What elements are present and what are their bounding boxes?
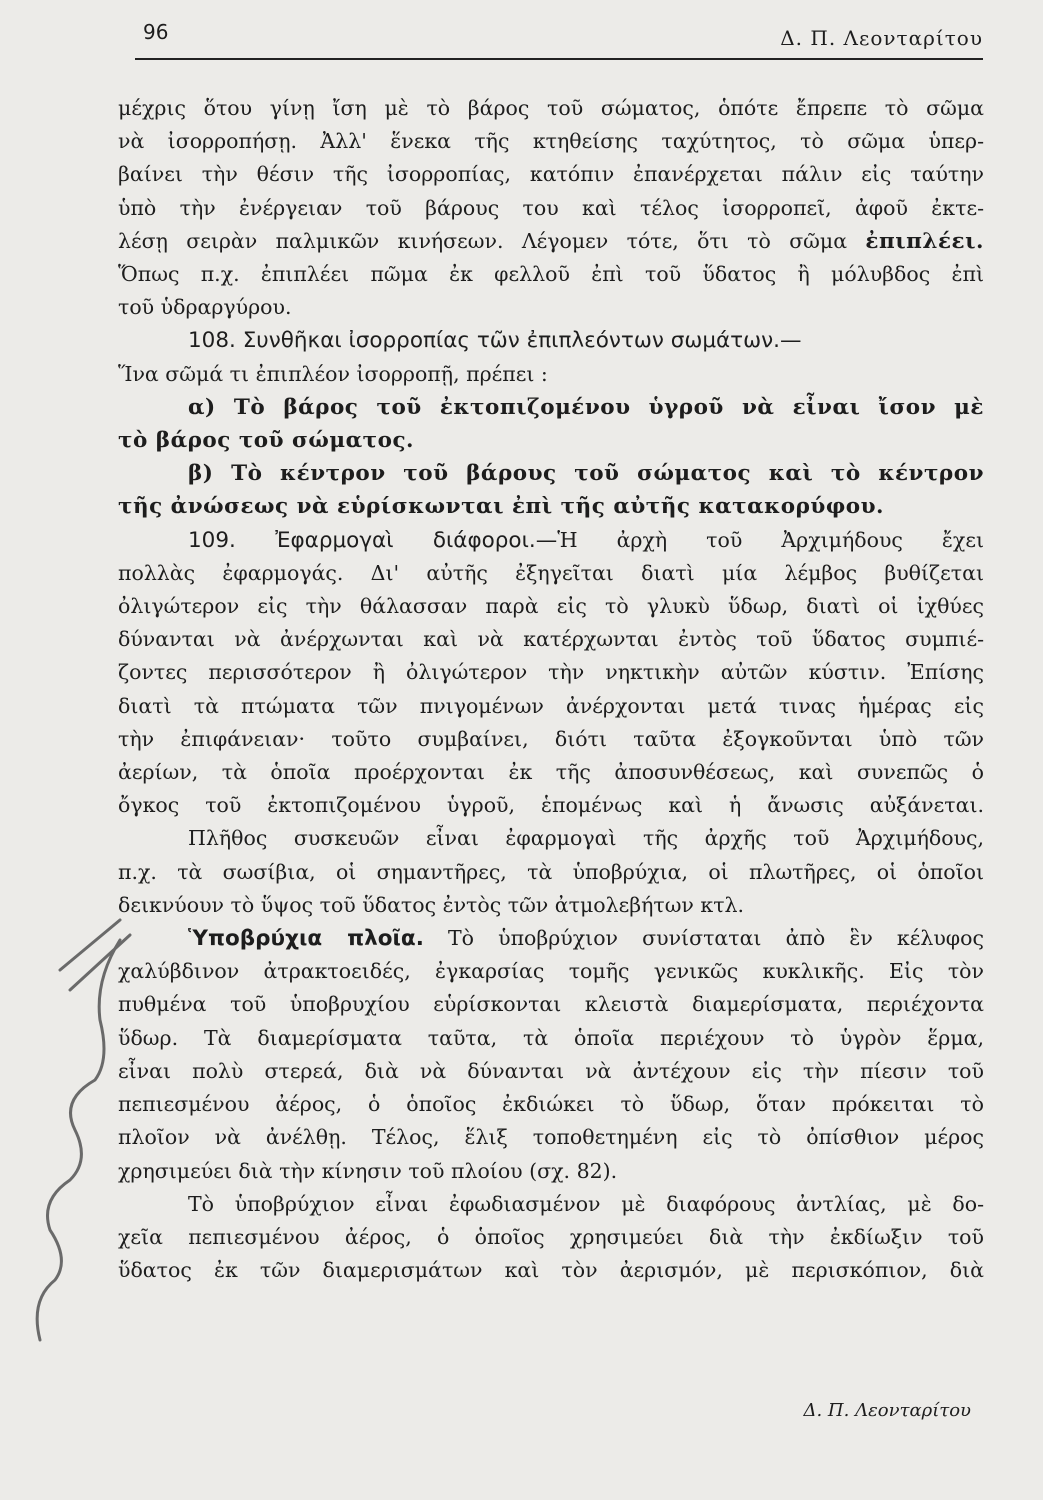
text-line: χεῖα πεπιεσμένου ἀέρος, ὁ ὁποῖος χρησιμεύει διὰ τὴν ἐκδίωξιν τοῦ (118, 1224, 984, 1249)
text-line: ἀερίων, τὰ ὁποῖα προέρχονται ἐκ τῆς ἀποσυνθέσεως, καὶ συνεπῶς ὁ (118, 760, 984, 785)
emphasis-term: ἐπιπλέει. (865, 228, 984, 254)
condition-b: β) Τὸ κέντρον τοῦ βάρους τοῦ σώματος καὶ τὸ κέντρον (188, 461, 984, 487)
text-line: τὴν ἐπιφάνειαν· τοῦτο συμβαίνει, διότι ταῦτα ἐξογκοῦνται ὑπὸ τῶν (118, 726, 984, 751)
condition-a-cont: τὸ βάρος τοῦ σώματος. (118, 428, 415, 454)
text-line: διατὶ τὰ πτώματα τῶν πνιγομένων ἀνέρχονται μετά τινας ἡμέρας εἰς (118, 693, 984, 718)
running-head: Δ. Π. Λεονταρίτου (780, 26, 983, 50)
text-line: πυθμένα τοῦ ὑποβρυχίου εὑρίσκονται κλειστὰ διαμερίσματα, περιέχοντα (118, 992, 984, 1017)
text-line: ὕδωρ. Τὰ διαμερίσματα ταῦτα, τὰ ὁποῖα περιέχουν τὸ ὑγρὸν ἕρμα, (118, 1025, 984, 1050)
section-heading-submarines: Ὑποβρύχια πλοῖα. (188, 926, 424, 952)
text-line: ζοντες περισσότερον ἢ ὀλιγώτερον τὴν νηκτικὴν αὐτῶν κύστιν. Ἐπίσης (118, 660, 984, 685)
text-line: πλοῖον νὰ ἀνέλθῃ. Τέλος, ἕλιξ τοποθετημένη εἰς τὸ ὀπίσθιον μέρος (118, 1125, 984, 1150)
text-line: Ὅπως π.χ. ἐπιπλέει πῶμα ἐκ φελλοῦ ἐπὶ τοῦ ὕδατος ἢ μόλυβδος ἐπὶ (118, 262, 984, 287)
text-line: Πλῆθος συσκευῶν εἶναι ἐφαρμογαὶ τῆς ἀρχῆς τοῦ Ἀρχιμήδους, (188, 826, 984, 851)
section-heading-109: 109. Ἐφαρμογαὶ διάφοροι.— (188, 527, 558, 553)
text-line: τοῦ ὑδραργύρου. (118, 295, 292, 320)
text-line: ὕδατος ἐκ τῶν διαμερισμάτων καὶ τὸν ἀερισμόν, μὲ περισκόπιον, διὰ (118, 1258, 984, 1283)
text-line: πολλὰς ἐφαρμογάς. Δι' αὐτῆς ἐξηγεῖται διατὶ μία λέμβος βυθίζεται (118, 560, 984, 585)
text-line: βαίνει τὴν θέσιν τῆς ἰσορροπίας, κατόπιν ἐπανέρχεται πάλιν εἰς ταύτην (118, 162, 984, 187)
text-line: π.χ. τὰ σωσίβια, οἱ σημαντῆρες, τὰ ὑποβρύχια, οἱ πλωτῆρες, οἱ ὁποῖοι (118, 859, 984, 884)
page-number: 96 (143, 20, 169, 44)
text-line: πεπιεσμένου ἀέρος, ὁ ὁποῖος ἐκδιώκει τὸ ὕδωρ, ὅταν πρόκειται τὸ (118, 1092, 984, 1117)
text-line: Ἵνα σῶμά τι ἐπιπλέον ἰσορροπῇ, πρέπει : (118, 361, 548, 386)
condition-b-cont: τῆς ἀνώσεως νὰ εὑρίσκωνται ἐπὶ τῆς αὐτῆς κατακορύφου. (118, 494, 885, 520)
text-line: δεικνύουν τὸ ὕψος τοῦ ὕδατος ἐντὸς τῶν ἀτμολεβήτων κτλ. (118, 892, 745, 917)
page-header (135, 18, 983, 60)
pencil-scribble-icon (0, 900, 140, 1360)
text-line (118, 524, 984, 557)
text-line: χρησιμεύει διὰ τὴν κίνησιν τοῦ πλοίου (σχ. 82). (118, 1158, 618, 1183)
text-line: ὀλιγώτερον εἰς τὴν θάλασσαν παρὰ εἰς τὸ γλυκὺ ὕδωρ, διατὶ οἱ ἰχθύες (118, 594, 984, 619)
text-run: Ἡ ἀρχὴ τοῦ Ἀρχιμήδους ἔχει (557, 527, 984, 552)
footer-author: Δ. Π. Λεονταρίτου (803, 1400, 971, 1421)
text-line: νὰ ἰσορροπήσῃ. Ἀλλ' ἕνεκα τῆς κτηθείσης ταχύτητος, τὸ σῶμα ὑπερ- (118, 129, 984, 154)
condition-a: α) Τὸ βάρος τοῦ ἐκτοπιζομένου ὑγροῦ νὰ εἶναι ἴσον μὲ (188, 394, 984, 420)
text-line (118, 225, 984, 258)
text-line: ὄγκος τοῦ ἐκτοπιζομένου ὑγροῦ, ἑπομένως καὶ ἡ ἄνωσις αὐξάνεται. (118, 793, 984, 818)
text-line: δύνανται νὰ ἀνέρχωνται καὶ νὰ κατέρχωνται ἐντὸς τοῦ ὕδατος συμπιέ- (118, 627, 984, 652)
text-line: μέχρις ὅτου γίνῃ ἴση μὲ τὸ βάρος τοῦ σώματος, ὁπότε ἔπρεπε τὸ σῶμα (118, 96, 984, 120)
text-run: Τὸ ὑποβρύχιον συνίσταται ἀπὸ ἓν κέλυφος (447, 926, 984, 951)
text-line: χαλύβδινον ἀτρακτοειδές, ἐγκαρσίας τομῆς γενικῶς κυκλικῆς. Εἰς τὸν (118, 959, 984, 984)
text-run: λέσῃ σειρὰν παλμικῶν κινήσεων. Λέγομεν τότε, ὅτι τὸ σῶμα (118, 228, 848, 253)
text-line (118, 922, 984, 955)
section-heading-108: 108. Συνθῆκαι ἰσορροπίας τῶν ἐπιπλεόντων σωμάτων.— (188, 328, 802, 354)
text-line: εἶναι πολὺ στερεά, διὰ νὰ δύνανται νὰ ἀντέχουν εἰς τὴν πίεσιν τοῦ (118, 1058, 984, 1083)
text-line: ὑπὸ τὴν ἐνέργειαν τοῦ βάρους του καὶ τέλος ἰσορροπεῖ, ἀφοῦ ἐκτε- (118, 195, 984, 220)
text-line: Τὸ ὑποβρύχιον εἶναι ἐφωδιασμένον μὲ διαφόρους ἀντλίας, μὲ δο- (188, 1191, 984, 1216)
body-text (118, 92, 984, 1287)
